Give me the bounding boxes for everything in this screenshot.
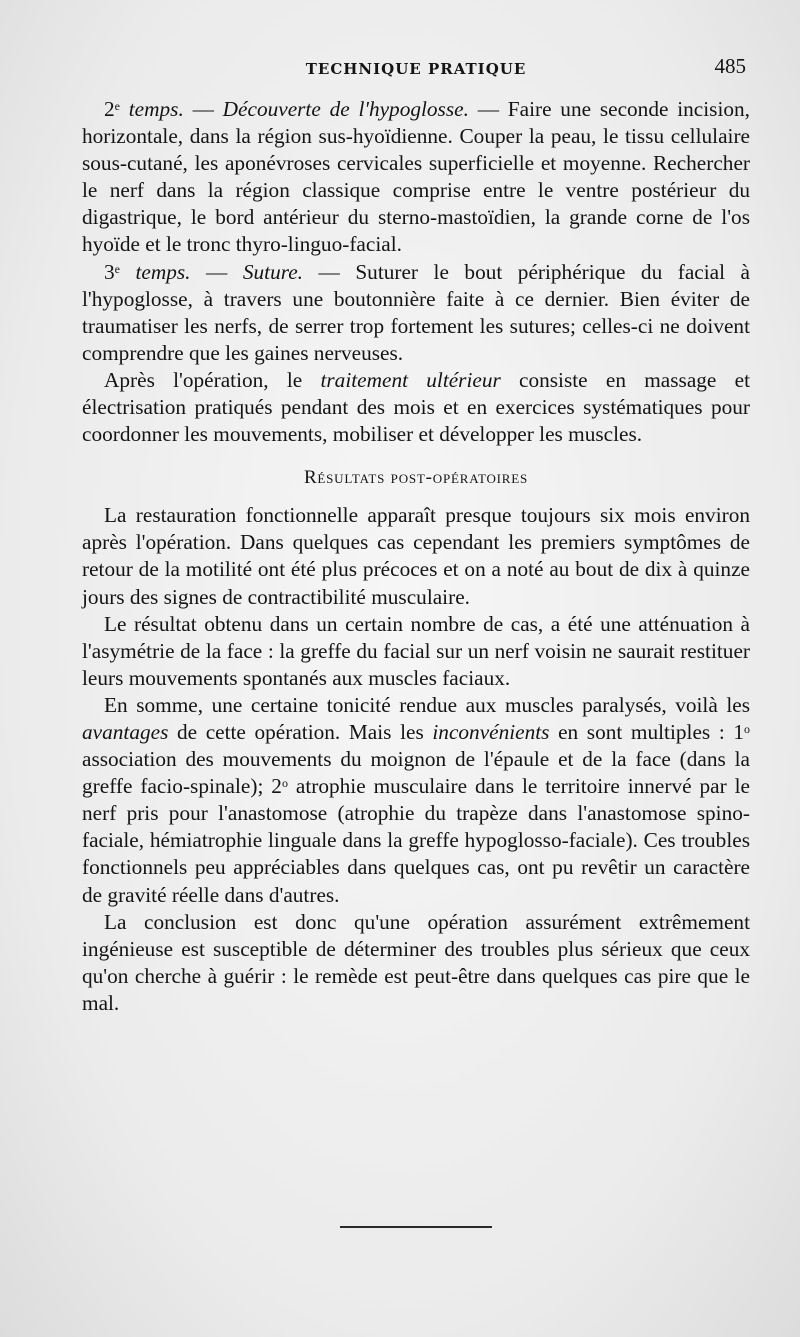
paragraph-2e-temps <box>82 96 750 259</box>
page-body <box>82 96 750 1017</box>
step-ordinal: e <box>114 261 120 276</box>
text-run: association des mouvements du moignon de l'épaule et de la face (dans la greffe facio-spinale); 2 <box>82 747 750 799</box>
step-dash: — <box>183 97 223 121</box>
step-label: temps. <box>119 259 191 284</box>
page-header <box>82 54 750 84</box>
page-number: 485 <box>714 54 746 78</box>
paragraph-3e-temps <box>82 259 750 367</box>
paragraph-resultat: Le résultat obtenu dans un certain nombre de cas, a été une atténuation à l'asymétrie de la face : la greffe du facial sur un nerf voisin ne saurait restituer leurs mouvements spontanés aux muscles faciaux. <box>82 611 750 690</box>
step-label: temps. <box>119 97 184 121</box>
text-run: atrophie musculaire dans le territoire innervé par le nerf pris pour l'anastomose (atrophie du trapèze dans l'anastomose spino-faciale, hémiatrophie linguale dans la greffe hypoglosso-faciale). Ces troubles fonctionnels peu appréciables dans quelques cas, ont pu revêtir un caractère de gravité réelle dans d'autres. <box>82 774 750 907</box>
step-text: — Suturer le bout périphérique du facial à l'hypoglosse, à travers une boutonnière faite à ce dernier. Bien éviter de traumatiser les nerfs, de serrer trop fortement les sutures; celles-ci ne doivent comprendre que les gaines nerveuses. <box>82 259 751 365</box>
ordinal-mark: o <box>281 776 288 791</box>
text-run: en sont multiples : 1 <box>549 719 744 744</box>
text-run: consiste en massage et électrisation pratiqués pendant des mois et en exercices systématiques pour coordonner les mouvements, mobiliser et développer les muscles. <box>82 367 750 447</box>
ordinal-mark: o <box>744 721 750 736</box>
step-ordinal: e <box>114 99 120 113</box>
paragraph-traitement <box>82 367 750 448</box>
step-dash: — <box>190 259 243 284</box>
step-title: Suture. <box>242 259 303 284</box>
italic-term: inconvénients <box>432 719 550 744</box>
paragraph-en-somme <box>82 692 750 909</box>
paragraph-restauration: La restauration fonctionnelle apparaît presque toujours six mois environ après l'opération. Dans quelques cas cependant les premiers symptômes de retour de la motilité ont été plus précoces et on a noté au bout de dix à quinze jours des signes de contractibilité musculaire. <box>82 503 750 609</box>
text-run: de cette opération. Mais les <box>168 719 433 744</box>
text-run: En somme, une certaine tonicité rendue aux muscles paralysés, voilà les <box>104 692 750 717</box>
running-title: TECHNIQUE PRATIQUE <box>305 60 527 78</box>
section-heading: Résultats post-opératoires <box>303 467 529 489</box>
end-rule <box>340 1226 492 1228</box>
text-run: Après l'opération, le <box>104 367 321 392</box>
italic-term: traitement ultérieur <box>320 367 501 392</box>
step-number: 3 <box>104 259 115 284</box>
paragraph-conclusion: La conclusion est donc qu'une opération assurément extrêmement ingénieuse est susceptible de déterminer des troubles plus sérieux que ceux qu'on cherche à guérir : le remède est peut-être dans quelques cas pire que le mal. <box>82 909 750 1015</box>
step-number: 2 <box>104 97 115 121</box>
italic-term: avantages <box>82 719 169 744</box>
step-title: Découverte de l'hypoglosse. <box>222 97 469 121</box>
step-text: — Faire une seconde incision, horizontale, dans la région sus-hyoïdienne. Couper la peau, le tissu cellulaire sous-cutané, les aponévroses cervicales superficielle et moyenne. Rechercher le nerf dans la région classique comprise entre le ventre postérieur du digastrique, le bord antérieur du sterno-mastoïdien, la grande corne de l'os hyoïde et le tronc thyro-linguo-facial. <box>82 97 750 257</box>
